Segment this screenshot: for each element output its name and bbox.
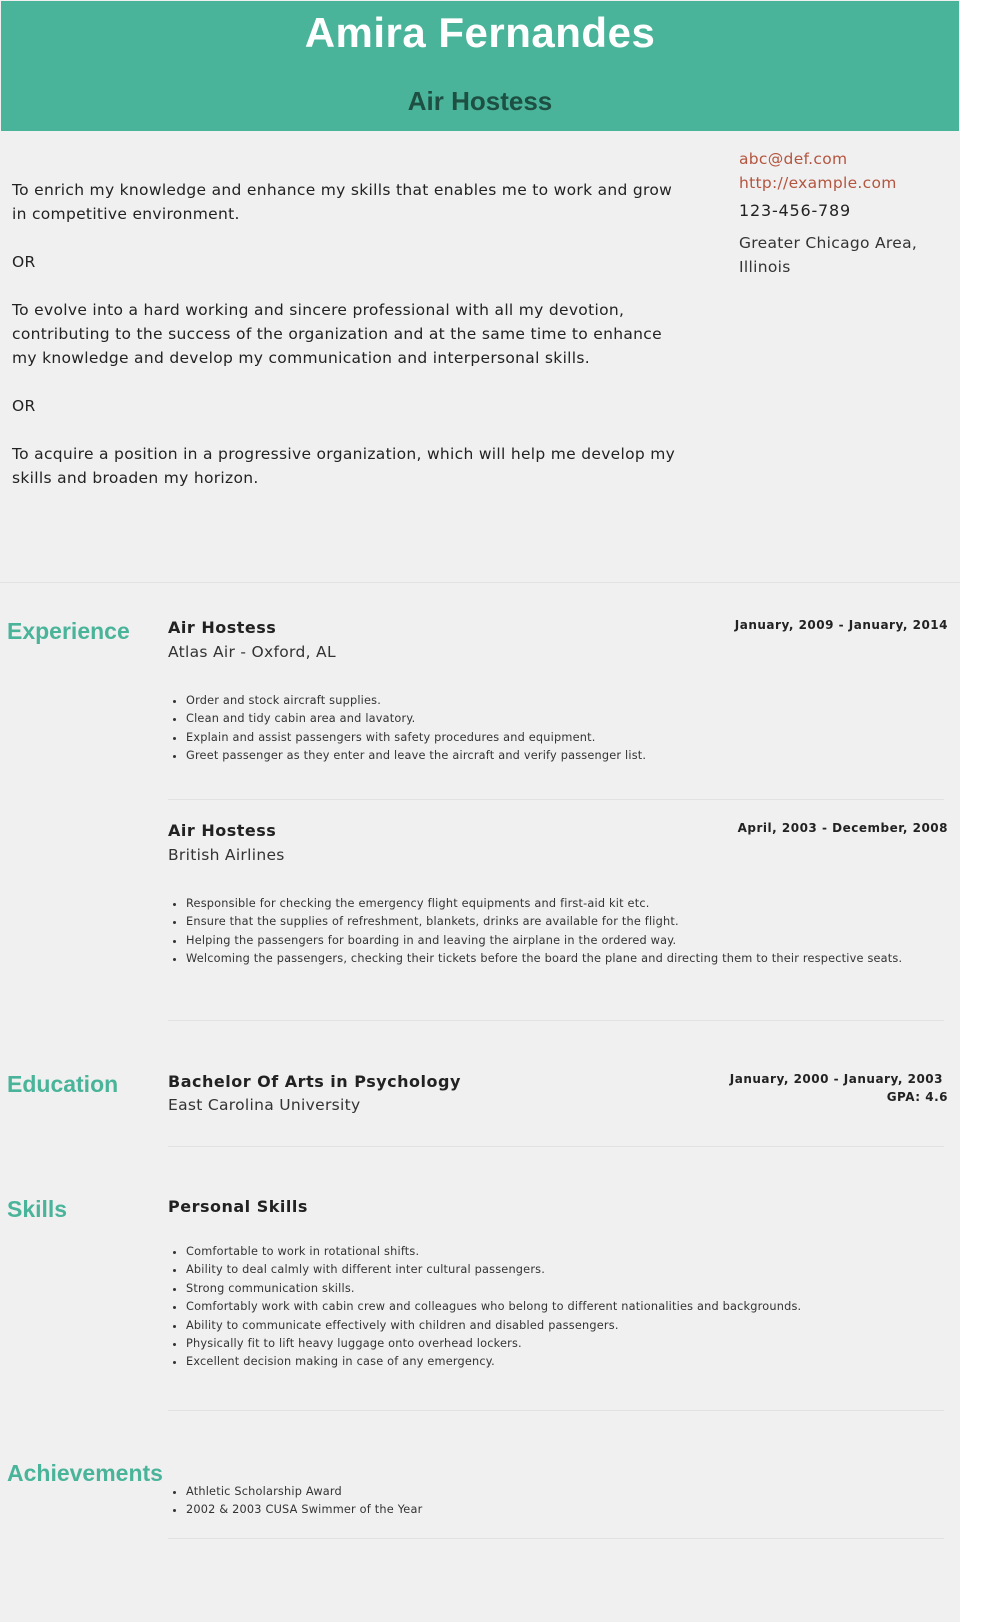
objective-section (12, 178, 677, 514)
list-item: • Helping the passengers for boarding in and leaving the airplane in the ordered way. (186, 932, 902, 950)
objective-paragraph: To acquire a position in a progressive organization, which will help me develop my skills and broaden my horizon. (12, 445, 676, 487)
phone-number: 123-456-789 (739, 201, 851, 220)
section-divider (168, 1410, 944, 1411)
list-item: • Athletic Scholarship Award (186, 1483, 422, 1501)
list-item: • Explain and assist passengers with safety procedures and equipment. (186, 729, 646, 747)
job-company: British Airlines (168, 846, 285, 864)
education-dates: January, 2000 - January, 2003 (729, 1072, 943, 1086)
achievements-heading: Achievements (7, 1460, 163, 1486)
list-item: • Excellent decision making in case of any emergency. (186, 1353, 801, 1371)
education-heading: Education (7, 1071, 119, 1097)
list-item: • Greet passenger as they enter and leave the aircraft and verify passenger list. (186, 747, 646, 765)
email-link[interactable]: abc@def.com (739, 150, 848, 168)
list-item: • 2002 & 2003 CUSA Swimmer of the Year (186, 1501, 422, 1519)
objective-paragraph: To enrich my knowledge and enhance my skills that enables me to work and grow in competitive environment. (12, 181, 673, 223)
objective-paragraph: To evolve into a hard working and sincere professional with all my devotion, contributing to the success of the organization and at the same time to enhance my knowledge and develop my communication and interpersonal skills. (12, 301, 662, 367)
list-item: • Strong communication skills. (186, 1280, 801, 1298)
contact-info (739, 147, 949, 279)
list-item: • Responsible for checking the emergency flight equipments and first-aid kit etc. (186, 895, 902, 913)
job-title: Air Hostess (168, 618, 277, 637)
section-divider (168, 1146, 944, 1147)
list-item: • Clean and tidy cabin area and lavatory. (186, 710, 646, 728)
list-item: • Order and stock aircraft supplies. (186, 692, 646, 710)
location: Greater Chicago Area, Illinois (739, 234, 918, 276)
job-company: Atlas Air - Oxford, AL (168, 643, 336, 661)
objective-or: OR (12, 253, 36, 271)
candidate-role: Air Hostess (407, 86, 553, 116)
job-duties-list (168, 692, 646, 766)
degree-title: Bachelor Of Arts in Psychology (168, 1072, 461, 1091)
list-item: • Ability to communicate effectively with children and disabled passengers. (186, 1317, 801, 1335)
list-item: • Welcoming the passengers, checking their tickets before the board the plane and directing them to their respective seats. (186, 950, 902, 968)
skills-list (168, 1243, 801, 1372)
website-link[interactable]: http://example.com (739, 174, 897, 192)
section-divider (168, 1020, 944, 1021)
school-name: East Carolina University (168, 1096, 361, 1114)
candidate-name: Amira Fernandes (304, 9, 656, 56)
job-dates: January, 2009 - January, 2014 (734, 618, 948, 632)
list-item: • Physically fit to lift heavy luggage onto overhead lockers. (186, 1335, 801, 1353)
section-divider (0, 582, 960, 583)
list-item: • Ensure that the supplies of refreshment, blankets, drinks are available for the flight. (186, 913, 902, 931)
gpa-value: GPA: 4.6 (886, 1090, 948, 1104)
resume-header (1, 1, 959, 131)
job-duties-list (168, 895, 902, 969)
objective-or: OR (12, 397, 36, 415)
list-item: • Comfortably work with cabin crew and colleagues who belong to different nationalities and backgrounds. (186, 1298, 801, 1316)
entry-divider (168, 799, 944, 800)
list-item: • Ability to deal calmly with different inter cultural passengers. (186, 1261, 801, 1279)
job-dates: April, 2003 - December, 2008 (737, 821, 948, 835)
job-title: Air Hostess (168, 821, 277, 840)
skills-heading: Skills (7, 1196, 68, 1222)
achievements-list (168, 1483, 422, 1520)
skills-subheading: Personal Skills (168, 1197, 308, 1216)
experience-heading: Experience (7, 618, 130, 644)
list-item: • Comfortable to work in rotational shifts. (186, 1243, 801, 1261)
section-divider (168, 1538, 944, 1539)
